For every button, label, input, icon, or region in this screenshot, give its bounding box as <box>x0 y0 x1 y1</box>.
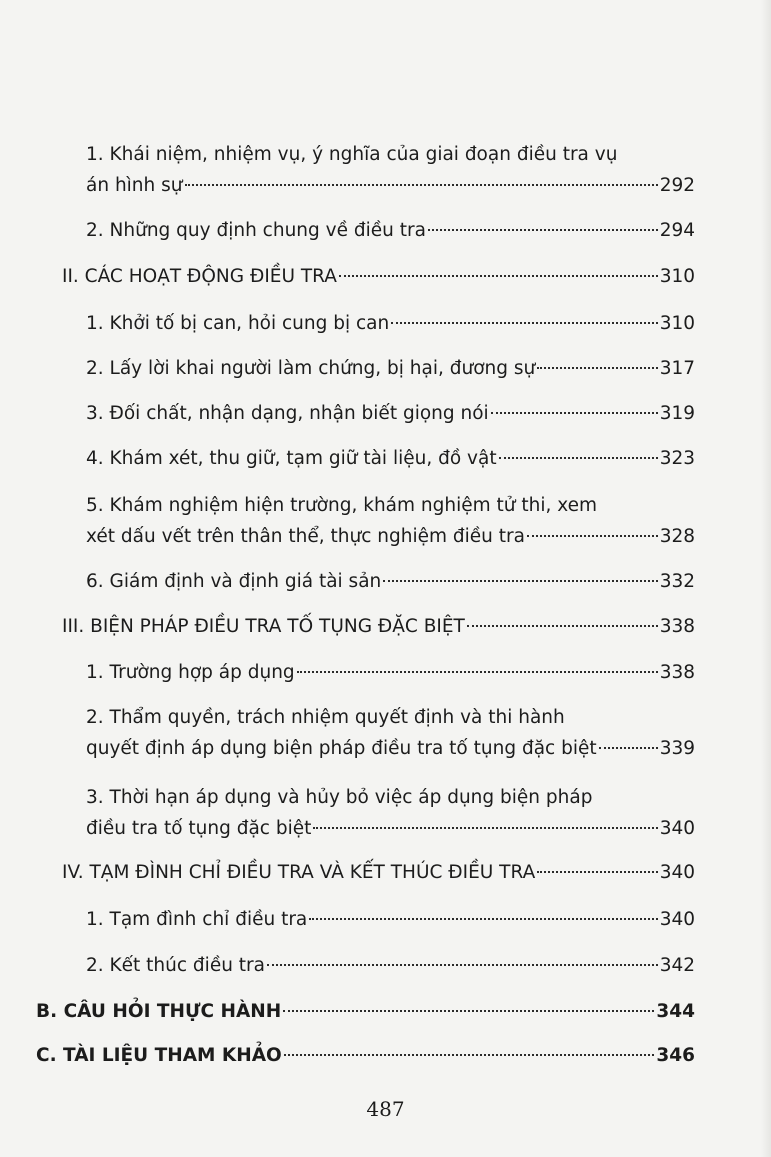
toc-entry <box>86 356 695 382</box>
toc-page-number: 294 <box>659 220 695 241</box>
page-footer-number: 487 <box>366 1097 405 1121</box>
toc-entry-text: C. TÀI LIỆU THAM KHẢO <box>36 1045 282 1066</box>
toc-section-entry <box>62 860 695 886</box>
dot-leader <box>599 747 658 749</box>
toc-page-number: 292 <box>659 175 695 196</box>
toc-entry-text: điều tra tố tụng đặc biệt <box>86 818 312 839</box>
toc-entry-text: 1. Tạm đình chỉ điều tra <box>86 909 308 930</box>
dot-leader <box>499 457 658 459</box>
toc-page-number: 310 <box>659 313 695 334</box>
toc-entry-text: quyết định áp dụng biện pháp điều tra tố tụng đặc biệt <box>86 738 597 759</box>
toc-entry-text: 2. Kết thúc điều tra <box>86 955 266 976</box>
toc-page-number: 310 <box>659 266 695 287</box>
dot-leader <box>313 827 657 829</box>
toc-entry-text: 1. Trường hợp áp dụng <box>86 662 295 683</box>
toc-entry-text: 4. Khám xét, thu giữ, tạm giữ tài liệu, đồ vật <box>86 448 497 469</box>
toc-entry <box>86 569 695 595</box>
toc-entry-text: IV. TẠM ĐÌNH CHỈ ĐIỀU TRA VÀ KẾT THÚC ĐIỀU TRA <box>62 862 536 883</box>
toc-page-number: 323 <box>659 448 695 469</box>
dot-leader <box>339 275 658 277</box>
toc-section-entry <box>62 614 695 640</box>
toc-entry-text: II. CÁC HOẠT ĐỘNG ĐIỀU TRA <box>62 266 337 287</box>
toc-entry-text: án hình sự <box>86 175 183 196</box>
dot-leader <box>309 918 657 920</box>
toc-page-number: 338 <box>659 616 695 637</box>
toc-part-entry <box>36 1043 695 1069</box>
toc-entry <box>86 493 695 550</box>
toc-entry-text: III. BIỆN PHÁP ĐIỀU TRA TỐ TỤNG ĐẶC BIỆT <box>62 616 465 637</box>
dot-leader <box>267 964 658 966</box>
toc-page-number: 344 <box>656 1001 695 1022</box>
toc-entry-text: 5. Khám nghiệm hiện trường, khám nghiệm tử thi, xem <box>86 495 598 516</box>
toc-entry-text: 2. Những quy định chung về điều tra <box>86 220 426 241</box>
dot-leader <box>467 625 658 627</box>
toc-entry-text: 2. Lấy lời khai người làm chứng, bị hại, đương sự <box>86 358 536 379</box>
dot-leader <box>383 580 657 582</box>
toc-entry <box>86 660 695 686</box>
dot-leader <box>537 367 657 369</box>
page-edge <box>761 0 771 1157</box>
dot-leader <box>284 1054 655 1056</box>
toc-entry <box>86 907 695 933</box>
toc-page-number: 338 <box>659 662 695 683</box>
toc-page-number: 340 <box>659 862 695 883</box>
toc-entry <box>86 953 695 979</box>
toc-page-number: 319 <box>659 403 695 424</box>
toc-page-number: 340 <box>659 818 695 839</box>
toc-entry-text: 3. Đối chất, nhận dạng, nhận biết giọng nói <box>86 403 489 424</box>
dot-leader <box>527 535 658 537</box>
dot-leader <box>297 671 658 673</box>
toc-page-number: 342 <box>659 955 695 976</box>
toc-entry-text: B. CÂU HỎI THỰC HÀNH <box>36 1001 282 1022</box>
toc-page-number: 339 <box>659 738 695 759</box>
toc-entry <box>86 142 695 199</box>
toc-part-entry <box>36 999 695 1025</box>
toc-section-entry <box>62 264 695 290</box>
toc-entry-text: 6. Giám định và định giá tài sản <box>86 571 382 592</box>
toc-entry-text: 3. Thời hạn áp dụng và hủy bỏ việc áp dụng biện pháp <box>86 787 593 808</box>
toc-page-number: 340 <box>659 909 695 930</box>
toc-entry-text: 1. Khởi tố bị can, hỏi cung bị can <box>86 313 390 334</box>
toc-entry <box>86 401 695 427</box>
dot-leader <box>283 1010 654 1012</box>
dot-leader <box>391 322 657 324</box>
toc-page-number: 328 <box>659 526 695 547</box>
toc-entry <box>86 311 695 337</box>
dot-leader <box>491 412 658 414</box>
toc-entry <box>86 446 695 472</box>
toc-page-number: 346 <box>656 1045 695 1066</box>
toc-entry-text: 2. Thẩm quyền, trách nhiệm quyết định và thi hành <box>86 707 565 728</box>
toc-entry <box>86 705 695 762</box>
toc-entry <box>86 785 695 842</box>
toc-entry-text: 1. Khái niệm, nhiệm vụ, ý nghĩa của giai đoạn điều tra vụ <box>86 144 618 165</box>
toc-page-number: 332 <box>659 571 695 592</box>
dot-leader <box>428 229 658 231</box>
toc-entry <box>86 218 695 244</box>
toc-page-number: 317 <box>659 358 695 379</box>
toc-entry-text: xét dấu vết trên thân thể, thực nghiệm điều tra <box>86 526 525 547</box>
dot-leader <box>185 184 658 186</box>
dot-leader <box>537 871 657 873</box>
